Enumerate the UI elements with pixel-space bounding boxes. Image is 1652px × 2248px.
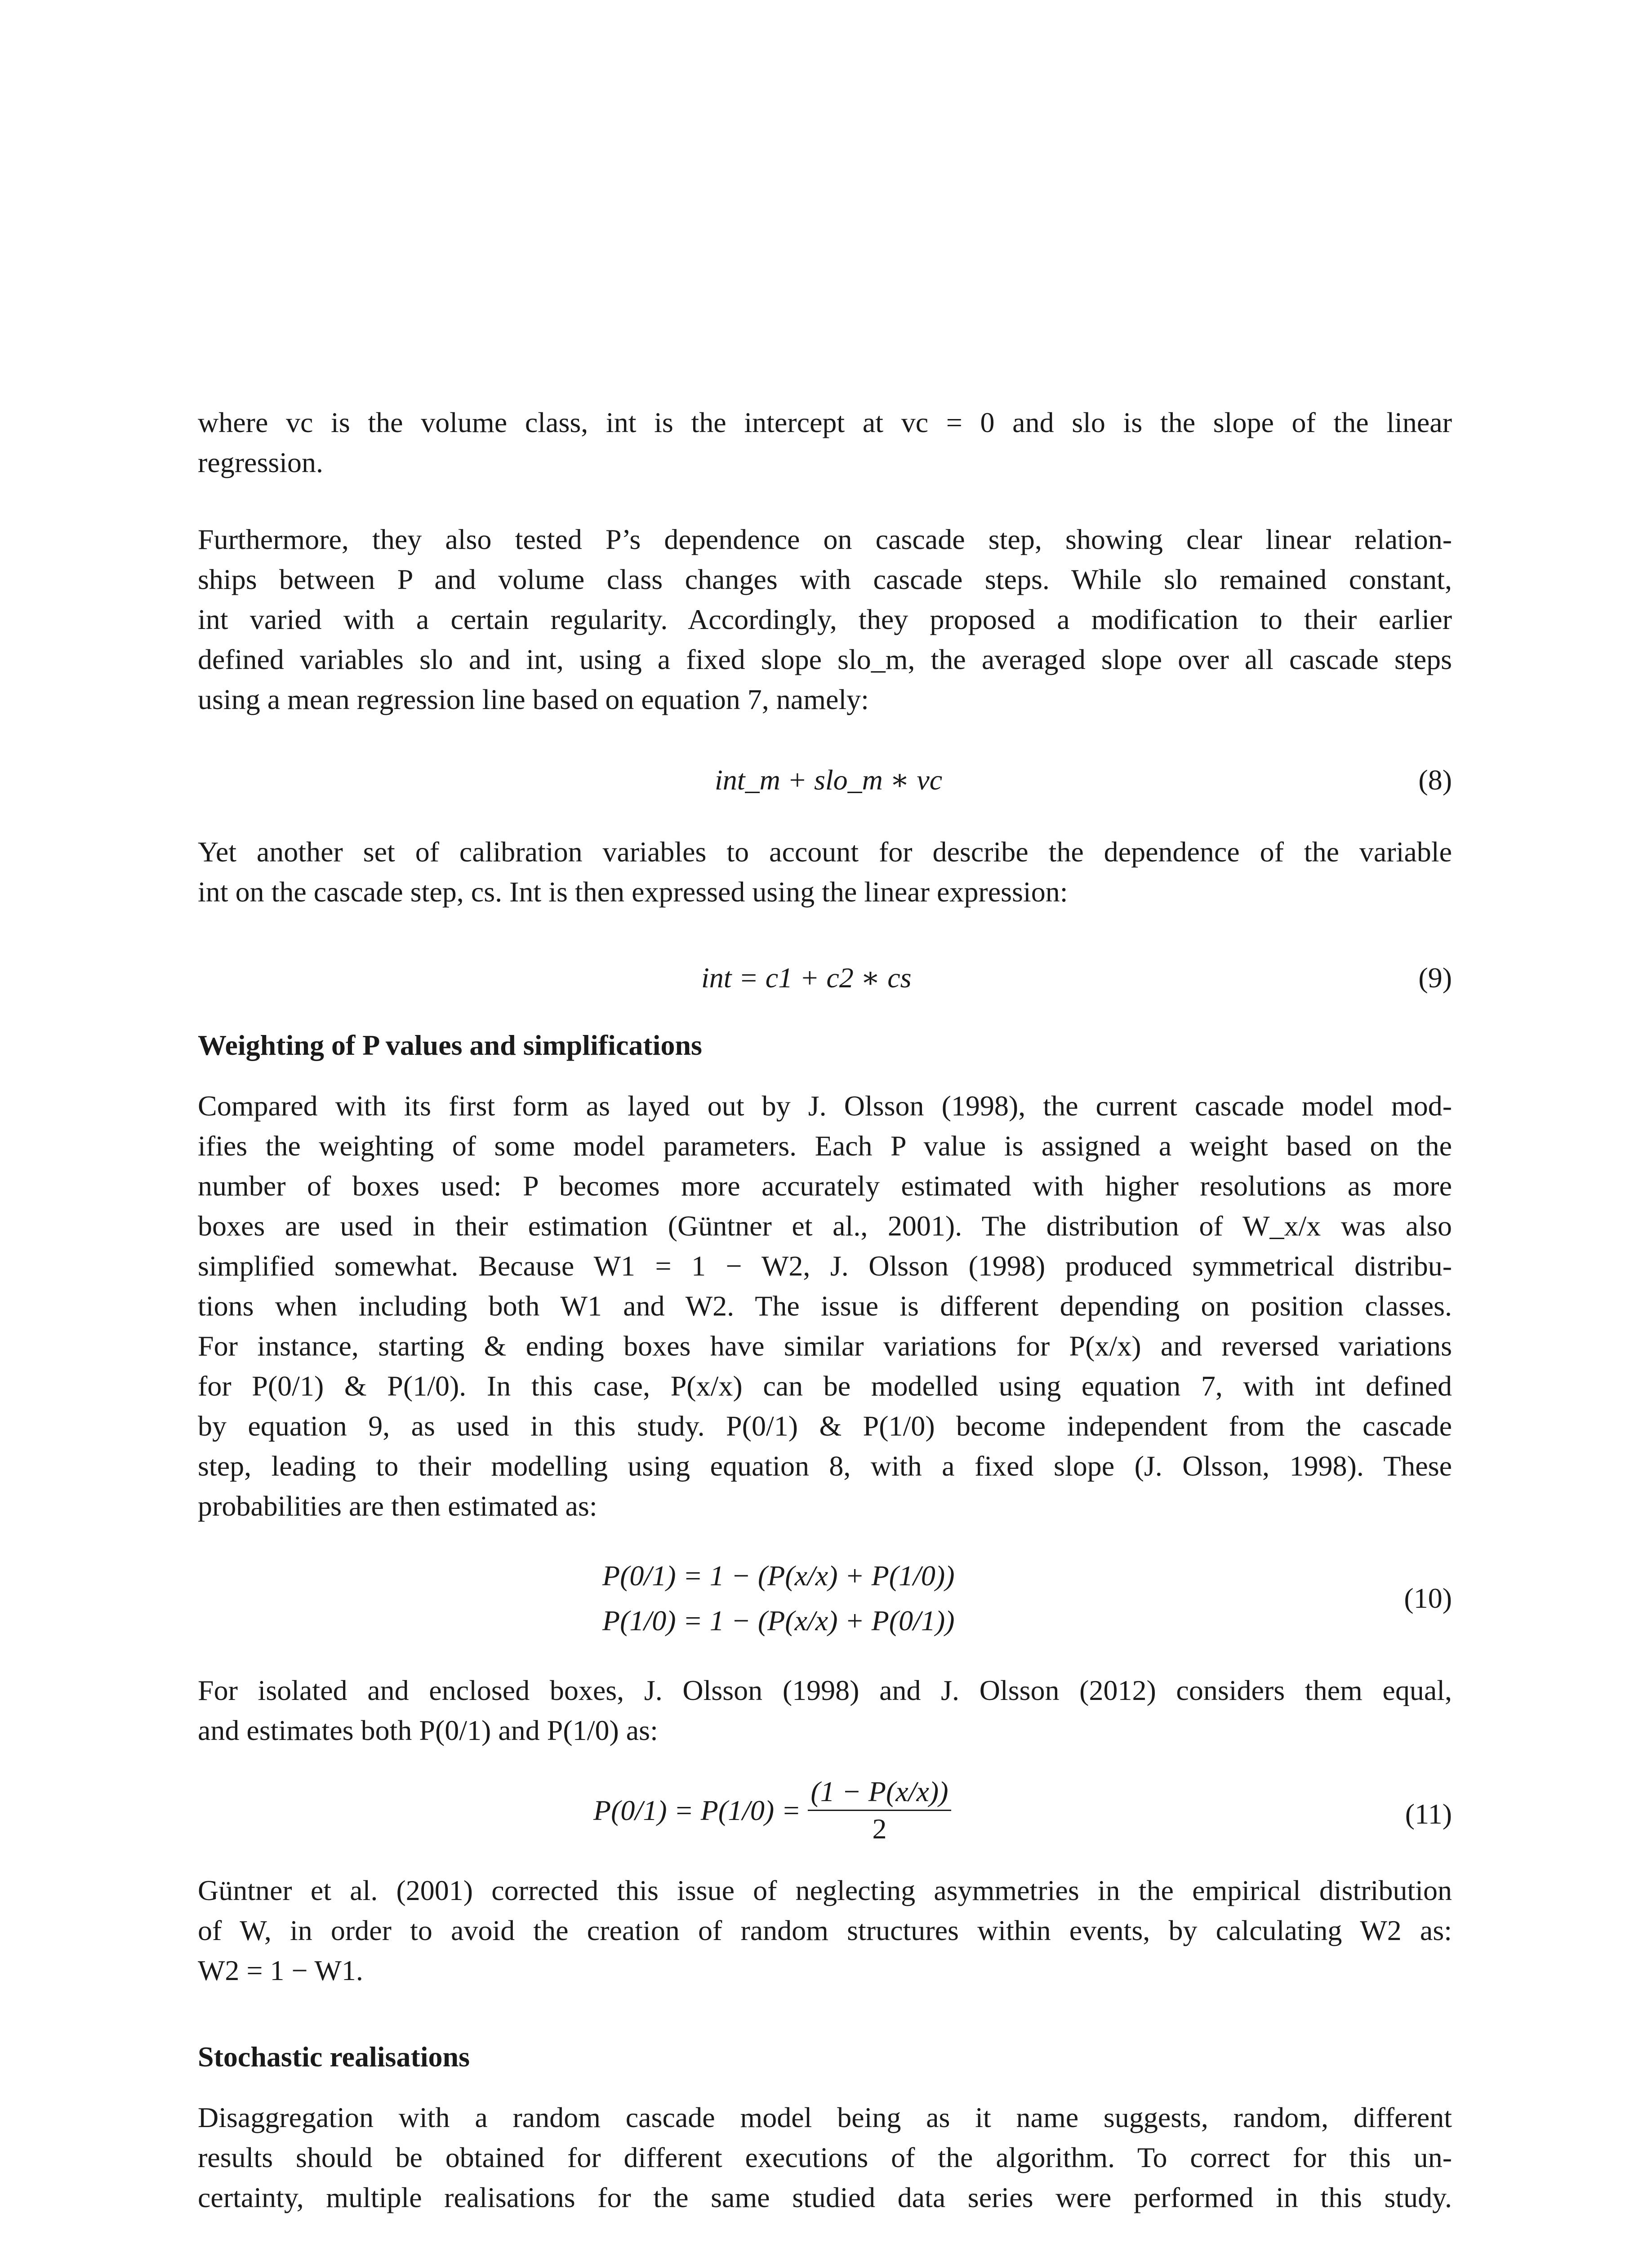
equation-11 bbox=[198, 1774, 1452, 1850]
text-line: by equation 9, as used in this study. P(0/1) & P(1/0) become independent from the cascade bbox=[198, 1410, 1452, 1442]
fraction-denominator: 2 bbox=[872, 1813, 887, 1845]
equation-lhs: P(0/1) = P(1/0) = bbox=[593, 1794, 801, 1826]
text-line: W2 = 1 − W1. bbox=[198, 1954, 363, 1986]
paragraph-5 bbox=[198, 1670, 1452, 1750]
text-line: For isolated and enclosed boxes, J. Olsson (1998) and J. Olsson (2012) considers them equal, bbox=[198, 1674, 1452, 1706]
equation-number: (11) bbox=[1405, 1798, 1452, 1830]
equation-number: (9) bbox=[1418, 962, 1452, 994]
text-line: using a mean regression line based on equation 7, namely: bbox=[198, 683, 869, 715]
equation-10 bbox=[198, 1556, 1452, 1641]
equation-line: P(0/1) = 1 − (P(x/x) + P(1/0)) bbox=[602, 1560, 955, 1592]
text-line: Yet another set of calibration variables to account for describe the dependence of the variable bbox=[198, 836, 1452, 868]
paragraph-2 bbox=[198, 519, 1452, 719]
text-line: ifies the weighting of some model parameters. Each P value is assigned a weight based on the bbox=[198, 1130, 1452, 1162]
equation-number: (10) bbox=[1404, 1582, 1452, 1614]
text-line: Disaggregation with a random cascade model being as it name suggests, random, different bbox=[198, 2101, 1452, 2133]
text-line: simplified somewhat. Because W1 = 1 − W2, J. Olsson (1998) produced symmetrical distribu- bbox=[198, 1250, 1452, 1282]
text-line: For instance, starting & ending boxes have similar variations for P(x/x) and reversed variations bbox=[198, 1330, 1452, 1362]
paragraph-3 bbox=[198, 832, 1452, 912]
equation-8 bbox=[198, 760, 1452, 800]
paragraph-1 bbox=[198, 402, 1452, 482]
text-line: boxes are used in their estimation (Güntner et al., 2001). The distribution of W_x/x was also bbox=[198, 1210, 1452, 1242]
page-content bbox=[198, 0, 1452, 2248]
text-line: int varied with a certain regularity. Accordingly, they proposed a modification to their earlier bbox=[198, 603, 1452, 635]
paragraph-6 bbox=[198, 1870, 1452, 1990]
text-line: step, leading to their modelling using equation 8, with a fixed slope (J. Olsson, 1998). These bbox=[198, 1450, 1452, 1482]
text-line: number of boxes used: P becomes more accurately estimated with higher resolutions as more bbox=[198, 1170, 1452, 1202]
equation-number: (8) bbox=[1418, 764, 1452, 796]
paragraph-4 bbox=[198, 1086, 1452, 1526]
paragraph-7 bbox=[198, 2097, 1452, 2217]
text-line: certainty, multiple realisations for the same studied data series were performed in this study. bbox=[198, 2181, 1452, 2213]
text-line: tions when including both W1 and W2. The issue is different depending on position classes. bbox=[198, 1290, 1452, 1322]
fraction bbox=[808, 1774, 951, 1847]
text-line: Furthermore, they also tested P’s dependence on cascade step, showing clear linear relation- bbox=[198, 523, 1452, 555]
fraction-numerator: (1 − P(x/x)) bbox=[808, 1774, 951, 1811]
text-line: Güntner et al. (2001) corrected this issue of neglecting asymmetries in the empirical distribution bbox=[198, 1874, 1452, 1906]
equation-expression: int = c1 + c2 ∗ cs bbox=[701, 962, 912, 994]
text-line: int on the cascade step, cs. Int is then expressed using the linear expression: bbox=[198, 876, 1068, 908]
text-line: where vc is the volume class, int is the intercept at vc = 0 and slo is the slope of the linear bbox=[198, 406, 1452, 438]
text-line: ships between P and volume class changes with cascade steps. While slo remained constant, bbox=[198, 563, 1452, 595]
equation-line: P(1/0) = 1 − (P(x/x) + P(0/1)) bbox=[602, 1605, 955, 1637]
section-heading: Stochastic realisations bbox=[198, 2041, 470, 2073]
text-line: and estimates both P(0/1) and P(1/0) as: bbox=[198, 1714, 658, 1746]
equation-expression bbox=[593, 1774, 951, 1847]
text-line: defined variables slo and int, using a fixed slope slo_m, the averaged slope over all cascade steps bbox=[198, 643, 1452, 675]
text-line: probabilities are then estimated as: bbox=[198, 1490, 597, 1522]
text-line: for P(0/1) & P(1/0). In this case, P(x/x) can be modelled using equation 7, with int defined bbox=[198, 1370, 1452, 1402]
text-line: regression. bbox=[198, 446, 324, 478]
section-heading: Weighting of P values and simplifications bbox=[198, 1029, 702, 1061]
equation-9 bbox=[198, 958, 1452, 998]
text-line: results should be obtained for different executions of the algorithm. To correct for this un- bbox=[198, 2141, 1452, 2173]
text-line: of W, in order to avoid the creation of random structures within events, by calculating W2 as: bbox=[198, 1914, 1452, 1946]
equation-expression: int_m + slo_m ∗ vc bbox=[715, 764, 943, 796]
text-line: Compared with its first form as layed out by J. Olsson (1998), the current cascade model mod- bbox=[198, 1090, 1452, 1122]
